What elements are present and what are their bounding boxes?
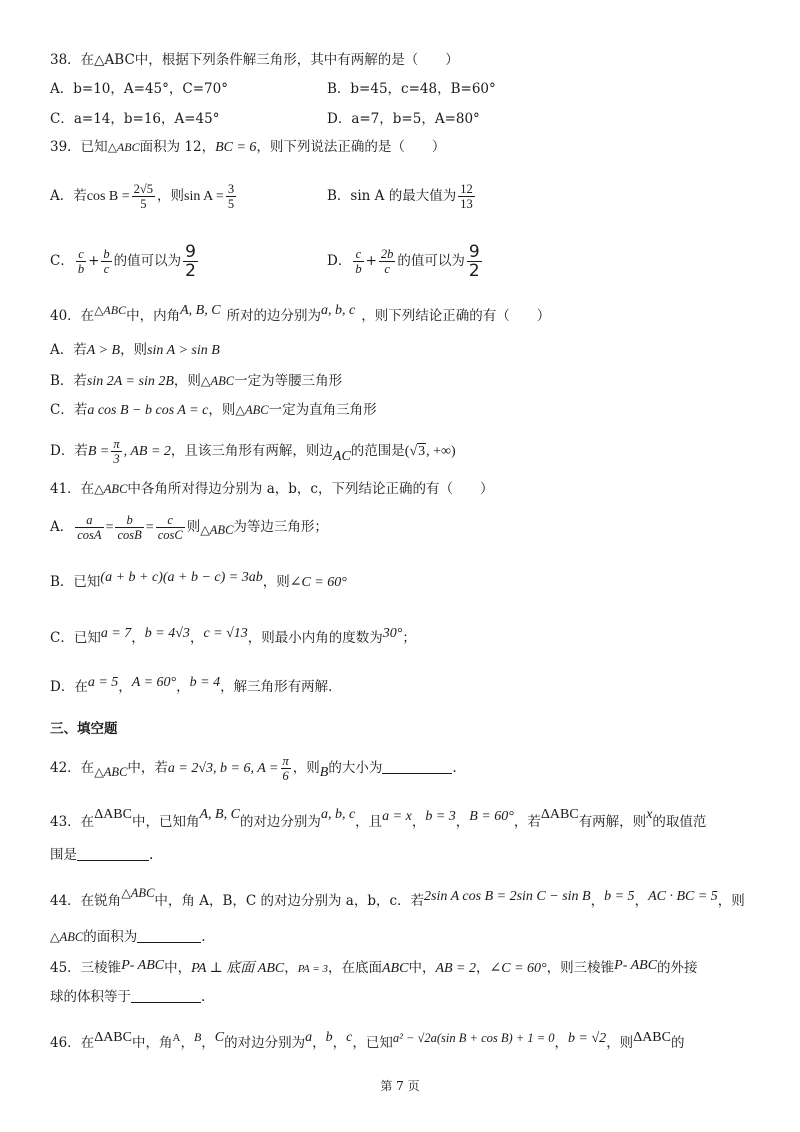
q39-a-sin: sin A = <box>184 189 224 204</box>
q39-a-sin-frac: $\frac{3}{5}$ <box>227 182 235 211</box>
q39-c-frac1: $\frac{c}{b}$ <box>77 247 85 276</box>
q39-bc: BC = 6 <box>215 140 257 155</box>
q39-d-value: $\frac{9}{2}$ <box>468 242 480 281</box>
q43-line1: 43．在ΔABC中，已知角A, B, C的对边分别为a, b, c，且a = x，b = 3，B = 60°，若ΔABC有两解，则x的取值范 <box>50 807 707 830</box>
q41-stem: 41．在△ABC中各角所对得边分别为 a，b，c，下列结论正确的有（ ） <box>50 481 494 497</box>
q38-stem: 38．在△ABC中，根据下列条件解三角形，其中有两解的是（ ） <box>50 52 459 68</box>
q39-stem-mid: 面积为 12， <box>139 139 216 155</box>
q39-stem <box>50 137 445 158</box>
q39-a-label: A．若 <box>50 188 87 204</box>
q39-c-text: 的值可以为 <box>113 253 182 269</box>
q43-answer-blank[interactable] <box>77 846 149 861</box>
q39-option-d <box>327 243 484 280</box>
q39-d-text: 的值可以为 <box>397 253 465 269</box>
q39-b-label: B． <box>327 188 351 204</box>
q39-d-frac2: $\frac{2b}{c}$ <box>380 247 394 276</box>
q45-answer-blank[interactable] <box>131 988 201 1003</box>
q40-angles: A, B, C <box>180 303 221 318</box>
q39-d-label: D． <box>327 253 352 269</box>
q38-option-b: B．b=45，c=48，B=60° <box>327 81 496 97</box>
q40-sides: a, b, c <box>321 303 356 318</box>
q40-option-c: C．若a cos B − b cos A = c，则△ABC一定为直角三角形 <box>50 402 377 418</box>
q39-c-frac2: $\frac{b}{c}$ <box>103 247 110 276</box>
q46-line1: 46．在ΔABC中，角$^A$，B，C的对边分别为a，b，c，已知a² − √2a(sin B + cos B) + 1 = 0，b = √2，则ΔABC的 <box>50 1030 685 1051</box>
q39-stem-post: ，则下列说法正确的是（ ） <box>256 139 446 155</box>
q40-option-d: D．若B = $\frac{\pi}{3}$ , AB = 2，且该三角形有两解，则边AC的范围是(√3, +∞) <box>50 437 456 466</box>
q42: 42．在△ABC中，若a = 2√3, b = 6, A = $\frac{\pi}{6}$ ，则B的大小为 . <box>50 754 457 783</box>
q39-a-cos-frac: $\frac{2√5}{5}$ <box>133 182 154 211</box>
page-number: 第 7 页 <box>380 1079 420 1093</box>
q42-answer-blank[interactable] <box>382 759 452 774</box>
q40-stem: 40．在△ABC中，内角A, B, C 所对的边分别为a, b, c ，则下列结论正确的有（ ） <box>50 303 551 324</box>
q40-d-pi-frac: $\frac{\pi}{3}$ <box>113 437 120 466</box>
q41-option-b: B．已知(a + b + c)(a + b − c) = 3ab，则∠C = 60° <box>50 570 347 590</box>
q39-a-then: ，则 <box>157 188 185 204</box>
q39-c-label: C． <box>50 253 74 269</box>
q38-option-c: C．a=14，b=16，A=45° <box>50 111 220 127</box>
q41-option-d: D．在a = 5，A = 60°，b = 4，解三角形有两解． <box>50 675 342 695</box>
q39-triangle: △ABC <box>107 140 140 154</box>
section-fill-in-blank: 三、填空题 <box>50 721 118 737</box>
q39-d-plus: + <box>365 253 377 269</box>
q41-option-c: C．已知a = 7，b = 4√3，c = √13，则最小内角的度数为30°； <box>50 626 416 646</box>
q40-option-b: B．若sin 2A = sin 2B，则△ABC一定为等腰三角形 <box>50 373 343 389</box>
q39-b-text: sin A 的最大值为 <box>350 188 457 204</box>
q40-option-a: A．若A > B，则sin A > sin B <box>50 342 220 358</box>
q41-a-frac2: $\frac{b}{\cos B}$ <box>117 513 142 542</box>
q40-d-range: (√3, +∞) <box>404 444 456 459</box>
q39-option-c <box>50 243 200 280</box>
q39-option-a <box>50 178 238 215</box>
q43-line2: 围是 . <box>50 847 154 863</box>
q44-answer-blank[interactable] <box>137 928 201 943</box>
q41-a-frac1: $\frac{a}{\cos A}$ <box>77 513 102 542</box>
q44-line1: 44．在锐角△ABC中，角 A，B，C 的对边分别为 a，b，c．若2sin A cos B = 2sin C − sin B，b = 5，AC · BC = 5，则 <box>50 886 745 909</box>
q39-b-frac: $\frac{12}{13}$ <box>460 182 473 211</box>
q40-triangle: △ABC <box>94 303 127 317</box>
q38-option-d: D．a=7，b=5，A=80° <box>327 111 480 127</box>
q45-line2: 球的体积等于 . <box>50 989 206 1005</box>
q39-option-b <box>327 178 477 214</box>
q45-line1: 45．三棱锥P- ABC中，PA ⊥ 底面 ABC，PA = 3，在底面ABC中，AB = 2，∠C = 60°，则三棱锥P- ABC的外接 <box>50 958 698 976</box>
q39-c-plus: + <box>88 253 100 269</box>
q44-line2: △ABC的面积为 . <box>50 929 206 945</box>
q39-d-frac1: $\frac{c}{b}$ <box>355 247 362 276</box>
q42-pi-frac: $\frac{\pi}{6}$ <box>282 754 289 783</box>
q41-option-a: A． $\frac{a}{\cos A}$ = $\frac{b}{\cos B}$ = $\frac{c}{\cos C}$ 则△ABC为等边三角形； <box>50 513 328 542</box>
q41-a-frac3: $\frac{c}{\cos C}$ <box>157 513 183 542</box>
q38-option-a: A．b=10，A=45°，C=70° <box>50 81 228 97</box>
q39-stem-pre: 39．已知 <box>50 139 108 155</box>
q39-c-value: $\frac{9}{2}$ <box>185 242 196 281</box>
q39-a-cos: cos B = <box>86 189 130 204</box>
